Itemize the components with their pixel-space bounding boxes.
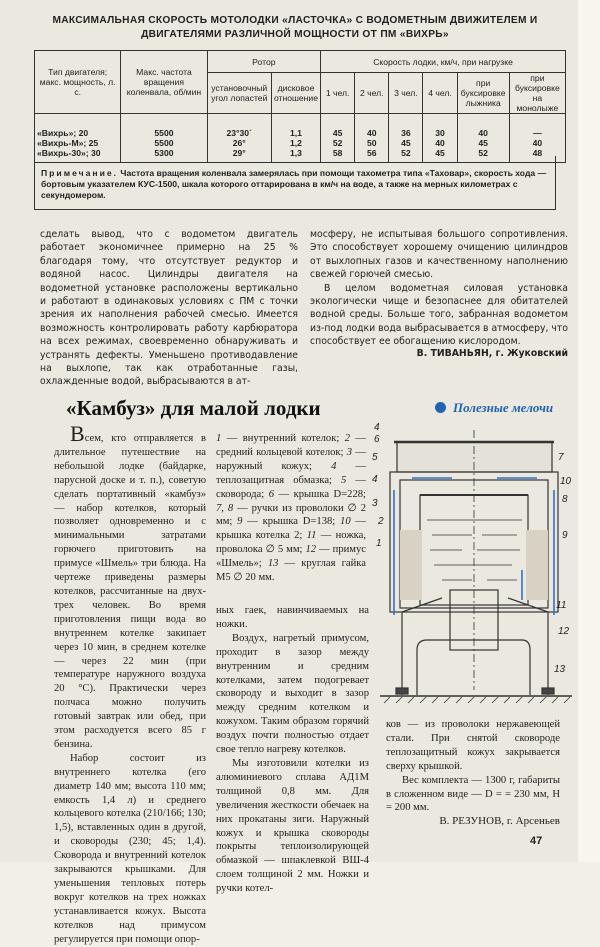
legend-item: — сковорода; — [216, 474, 367, 500]
legend-item: — примус «Шмель»; — [216, 544, 366, 570]
article2-column-1 — [54, 421, 206, 947]
figure-callout: 9 — [562, 530, 568, 541]
legend-number: 2 — [344, 433, 350, 444]
table-title-line-1: МАКСИМАЛЬНАЯ СКОРОСТЬ МОТОЛОДКИ «ЛАСТОЧКА» С ВОДОМЕТНЫМ ДВИЖИТЕЛЕМ И — [52, 15, 538, 26]
water-lines — [427, 520, 522, 580]
cell-p2: 40 — [355, 114, 389, 139]
header-rpm: Макс. частота вращения коленвала, об/мин — [121, 51, 207, 114]
stove-body — [417, 640, 530, 695]
figure-callout: 4 — [374, 422, 380, 433]
legend-item: — ножка, проволока ∅ 5 мм; — [216, 530, 366, 556]
header-rotor-angle: установочный угол лопастей — [207, 73, 271, 114]
legend-number: 3 — [346, 446, 353, 458]
header-speed: Скорость лодки, км/ч, при нагрузке — [321, 51, 566, 73]
cell-p4: 30 — [423, 114, 457, 139]
figure-callout: 2 — [378, 516, 384, 527]
frying-pan — [397, 442, 552, 472]
article1-column-1: сделать вывод, что с водометом двигатель работает экономичнее примерно на 25 % благодаря тому, что отсутствует редуктор и водяной насос. Цилиндры двигателя на водометной установке расположены вертикально и работают в одинаковых условиях с ПМ с точки зрения их наполнения рабочей смесью. Имеется возможность контролировать работу карбюратора на всех режимах, своевременно обнаруживать и устранять дефекты. Уменьшено противодавление на выхлопе, так как отработанные газы, охлажденные водой, выбрасываются в ат- — [40, 229, 298, 388]
legend-number: 6 — [268, 488, 274, 500]
cell-ski: 40 — [457, 114, 509, 139]
cell-p1: 52 — [321, 138, 355, 148]
cell-p1: 58 — [321, 148, 355, 163]
cell-p2: 56 — [355, 148, 389, 163]
article1-paragraph: В целом водометная силовая установка экологически чище и безопаснее для обитателей водной среды. Больше того, забранная водометом из-под лодки вода выбрасывается в атмосферу, что способствует ее обогащению кислородом. — [310, 282, 568, 348]
article2-author: В. РЕЗУНОВ, г. Арсеньев — [439, 815, 560, 827]
header-rotor-disc: дисковое отношение — [271, 73, 320, 114]
header-p2: 2 чел. — [355, 73, 389, 114]
cell-mono: — — [509, 114, 565, 139]
table-title — [40, 14, 550, 42]
table-row — [35, 138, 566, 148]
article2-column-2 — [216, 604, 369, 896]
article2-column-3 — [386, 718, 560, 815]
table-title-line-2: ДВИГАТЕЛЯМИ РАЗЛИЧНОЙ МОЩНОСТИ ОТ ПМ «ВИХРЬ» — [141, 29, 449, 40]
header-monoski: при буксировке на монолыже — [509, 73, 565, 114]
legend-number: 7, 8 — [216, 502, 234, 514]
header-rotor: Ротор — [207, 51, 320, 73]
legend-item: — наружный кожух; — [216, 446, 366, 472]
cell-ski: 52 — [457, 148, 509, 163]
cell-disc: 1,3 — [271, 148, 320, 163]
legend-number: 1 — [216, 433, 222, 444]
article2-paragraph: Набор состоит из внутреннего котелка (его диаметр 140 мм; высота 110 мм; емкость 1,4 л) и среднего кольцевого котелка (210/166; 130; 1,5), вставленных один в другой, и сковороды (230; 45; 1,4). Сковорода и внутренний котелок закрываются крышками. Для уменьшения тепловых потерь вокруг котелков на трех ножках устанавливается кожух. Высота котелков над примусом регулируется при помощи опор- — [54, 752, 206, 945]
article1-column-2 — [310, 228, 568, 349]
cell-engine: «Вихрь»; 20 — [35, 114, 121, 139]
figure-callout: 7 — [558, 452, 564, 463]
ground-hatch — [384, 697, 570, 703]
article1-paragraph: мосферу, не испытывая большого сопротивления. Это способствует хорошему очищению цилиндров от выхлопных газов и качественному наполнению свежей горючей смесью. — [310, 229, 568, 281]
cell-mono: 40 — [509, 138, 565, 148]
cell-angle: 29° — [207, 148, 271, 163]
cell-p4: 40 — [423, 138, 457, 148]
legend-number: 11 — [306, 530, 317, 542]
cell-p2: 50 — [355, 138, 389, 148]
note-lead: Примечание. — [41, 168, 119, 178]
nut-left — [396, 688, 408, 694]
header-engine: Тип двигателя; макс. мощность, л. с. — [35, 51, 121, 114]
figure-callout: 6 — [374, 434, 380, 445]
drop-cap: В — [70, 421, 85, 446]
cell-angle: 26° — [207, 138, 271, 148]
page-number: 47 — [530, 835, 543, 847]
figure-legend — [216, 432, 366, 585]
insulation-right — [526, 530, 548, 600]
cell-angle: 23°30´ — [207, 114, 271, 139]
cooking-set-diagram — [372, 420, 582, 710]
legend-text — [216, 432, 366, 585]
cell-p4: 45 — [423, 148, 457, 163]
figure-callout: 10 — [560, 476, 572, 487]
speed-table — [34, 50, 566, 163]
cell-p3: 45 — [389, 138, 423, 148]
legend-item: — внутренний котелок; — [221, 433, 345, 444]
insulation-left — [400, 530, 422, 600]
article2-paragraph: Воздух, нагретый примусом, проходит в зазор между внутренним и средним котелками, затем подогревает сковороду и выходит в зазор между средним котелком и кожухом. Таким образом горячий воздух почти полностью отдает свое тепло нагреву котелков. — [216, 632, 369, 756]
table-row — [35, 114, 566, 139]
table-note — [34, 156, 556, 210]
cell-rpm: 5500 — [121, 114, 207, 139]
bullet-dot-icon — [435, 402, 446, 413]
legend-number: 5 — [341, 474, 347, 486]
cell-rpm: 5300 — [121, 148, 207, 163]
legend-number: 10 — [340, 516, 351, 528]
article1-author: В. ТИВАНЬЯН, г. Жуковский — [416, 348, 568, 359]
cell-p1: 45 — [321, 114, 355, 139]
header-ski: при буксировке лыжника — [457, 73, 509, 114]
legend-number: 12 — [305, 544, 317, 556]
article2-paragraph: Мы изготовили котелки из алюминиевого сплава АД1М толщиной 0,8 мм. Для увеличения жесткости обечаек на них прокатаны зиги. Наружный кожух и крышка сковороды покрыты теплоизолирующей обмазкой — шпаклевкой ВШ-4 слоем толщиной 2 мм. Ножки и ручки котел- — [216, 757, 369, 895]
article2-paragraph: ков — из проволоки нержавеющей стали. При снятой сковороде теплозащитный кожух закрывается сверху крышкой. — [386, 719, 560, 772]
figure-callout: 13 — [554, 664, 566, 675]
article2-paragraph — [54, 421, 206, 752]
legend-item: — теплозащитная обмазка; — [216, 460, 366, 486]
legend-number: 4 — [331, 460, 337, 472]
note-text: Частота вращения коленвала замерялась при помощи тахометра типа «Таховар», скорость хода — бортовым указателем КУС-1500, шкала которого оттарирована в км/ч на воде, а также на мерных километрах с секундомером. — [41, 168, 547, 200]
figure-callout: 3 — [372, 498, 378, 509]
cell-engine: «Вихрь-30»; 30 — [35, 148, 121, 163]
cell-ski: 45 — [457, 138, 509, 148]
figure-callout: 5 — [372, 452, 378, 463]
legend-item: — ручки из проволоки ∅ 2 мм; — [216, 502, 367, 528]
cell-mono: 48 — [509, 148, 565, 163]
figure-callout: 1 — [376, 538, 382, 549]
cell-p3: 36 — [389, 114, 423, 139]
article2-paragraph: Вес комплекта — 1300 г, габариты в сложенном виде — D = = 230 мм, Н = 200 мм. — [386, 774, 560, 814]
legend-item: — средний кольцевой котелок; — [216, 433, 366, 458]
legend-number: 9 — [237, 516, 243, 528]
legend-item: — крышка D=228; — [273, 488, 367, 500]
paragraph-text: сем, кто отправляется в длительное путешествие на небольшой лодке (байдарке, парусной доске и т. п.), советую сделать портативный «камбуз» — набор котелков, который позволяет одновременно и с минимальными затратами горючего приготовить на примусе «Шмель» три блюда. На чертеже приведены размеры котелков, рассчитанные на двух-трех человек. Во время приготовления пищи вода во внутреннем котелке закипает через 10 мин, в среднем котелке — через 22 мин (при температуре наружного воздуха 20 °С). Практически через полчаса можно получить готовый завтрак или обед, при этом расходуется всего 85 г бензина. — [54, 433, 206, 750]
header-p1: 1 чел. — [321, 73, 355, 114]
rubric-label — [435, 400, 553, 416]
legend-item: — крышка котелка 2; — [216, 516, 366, 542]
header-p3: 3 чел. — [389, 73, 423, 114]
figure-callout: 11 — [556, 600, 567, 611]
legend-number: 13 — [267, 558, 279, 570]
figure-callout: 4 — [372, 474, 378, 485]
article2-title: «Камбуз» для малой лодки — [66, 396, 321, 420]
rubric-text: Полезные мелочи — [453, 400, 554, 415]
cell-disc: 1,1 — [271, 114, 320, 139]
figure-callout: 12 — [558, 626, 570, 637]
header-p4: 4 чел. — [423, 73, 457, 114]
cell-rpm: 5500 — [121, 138, 207, 148]
cell-disc: 1,2 — [271, 138, 320, 148]
cell-engine: «Вихрь-М»; 25 — [35, 138, 121, 148]
legend-item: — круглая гайка М5 ∅ 20 мм. — [216, 558, 366, 584]
figure-callout: 8 — [562, 494, 568, 505]
article2-paragraph: ных гаек, навинчиваемых на ножки. — [216, 605, 369, 630]
cell-p3: 52 — [389, 148, 423, 163]
legend-item: — крышка D=138; — [242, 516, 341, 528]
nut-right — [542, 688, 554, 694]
